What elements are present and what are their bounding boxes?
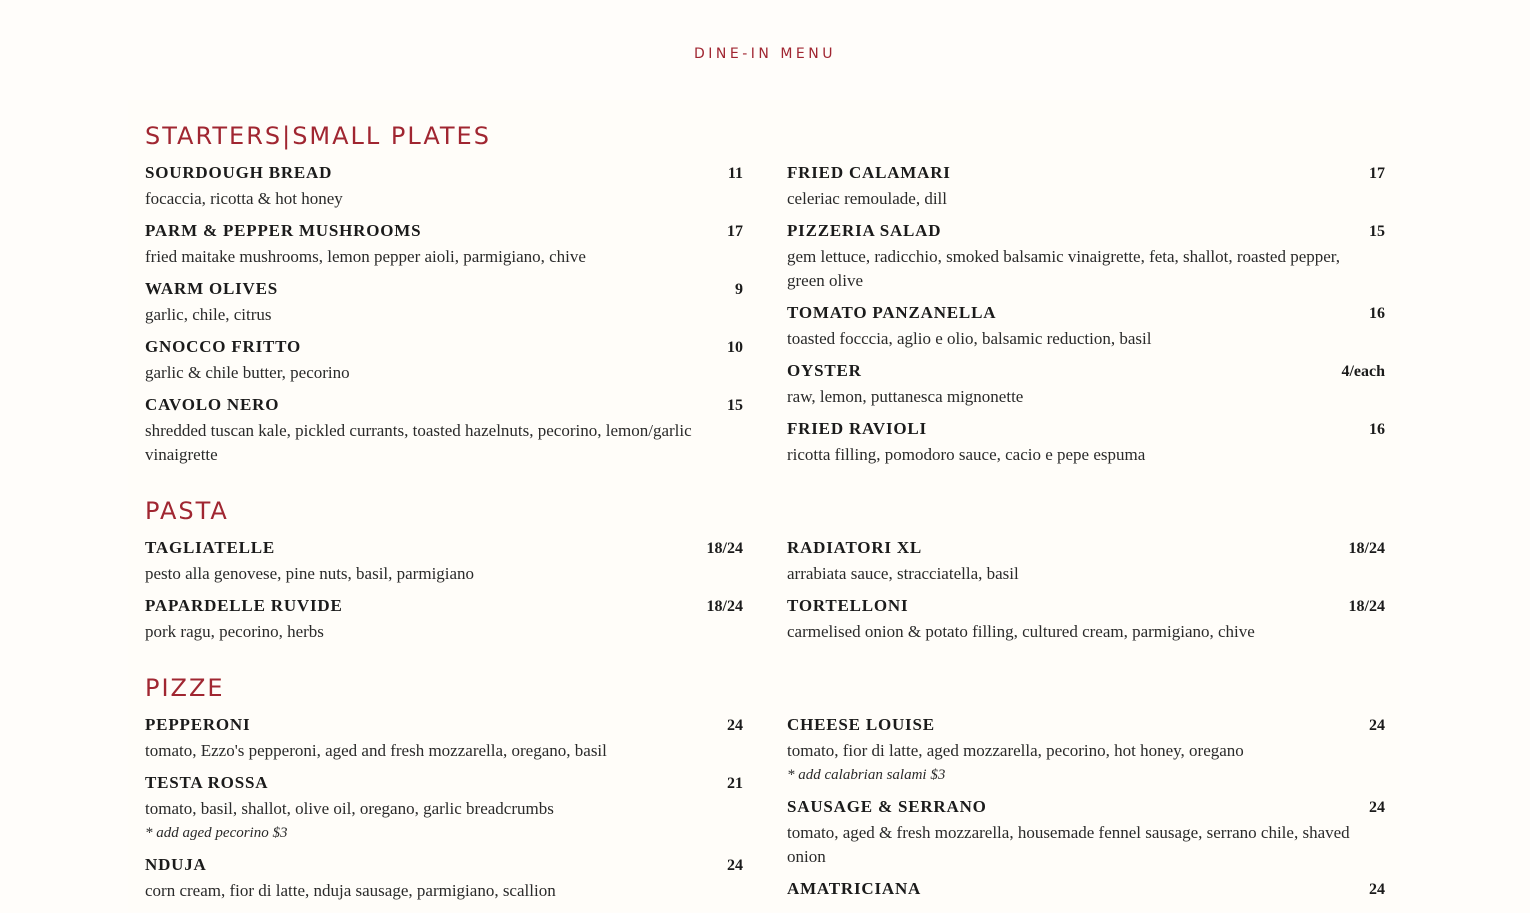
menu-item-header [145,337,743,361]
section-title: STARTERS|SMALL PLATES [145,122,491,150]
menu-item-header [787,419,1385,443]
menu-item-price: 18/24 [706,598,743,615]
menu-item-header [787,221,1385,245]
menu-item-name: FRIED RAVIOLI [787,419,927,438]
menu-item [787,715,1385,787]
menu-item-description: shredded tuscan kale, pickled currants, toasted hazelnuts, pecorino, lemon/garlic vinaigrette [145,421,692,464]
menu-item-note: * add calabrian salami $3 [787,767,946,783]
left-column [145,538,743,654]
menu-panel [128,100,1400,912]
menu-item [145,163,743,211]
menu-item-description: focaccia, ricotta & hot honey [145,189,343,208]
menu-item [145,538,743,586]
menu-item-description: toasted focccia, aglio e olio, balsamic reduction, basil [787,329,1152,348]
section-starters [145,122,1385,477]
menu-item [145,855,743,903]
menu-item-price: 21 [727,775,743,792]
section-columns [145,538,1385,654]
menu-item-header [145,715,743,739]
menu-item-header [787,163,1385,187]
right-column [787,538,1385,654]
menu-item-price: 17 [727,223,743,240]
menu-item-description: fried maitake mushrooms, lemon pepper aioli, parmigiano, chive [145,247,586,266]
menu-item-price: 15 [1369,223,1385,240]
menu-item-name: PEPPERONI [145,715,251,734]
menu-item-name: GNOCCO FRITTO [145,337,302,356]
menu-item-description: arrabiata sauce, stracciatella, basil [787,564,1019,583]
menu-item-note: * add aged pecorino $3 [145,825,288,841]
menu-item-description: pork ragu, pecorino, herbs [145,622,324,641]
menu-item-header [787,797,1385,821]
section-columns [145,163,1385,477]
menu-item [787,879,1385,903]
menu-item-description: ricotta filling, pomodoro sauce, cacio e pepe espuma [787,445,1146,464]
menu-item-price: 16 [1369,305,1385,322]
menu-item-header [787,715,1385,739]
section-pizze [145,674,1385,913]
menu-item-description: corn cream, fior di latte, nduja sausage, parmigiano, scallion [145,881,556,900]
menu-item-name: FRIED CALAMARI [787,163,951,182]
left-column [145,163,743,477]
menu-item-header [787,538,1385,562]
menu-item-price: 18/24 [1348,540,1385,557]
menu-item-description: celeriac remoulade, dill [787,189,947,208]
menu-item-name: OYSTER [787,361,862,380]
menu-item-header [787,361,1385,385]
menu-item-name: TAGLIATELLE [145,538,276,557]
menu-item [787,221,1385,293]
menu-item-header [787,879,1385,903]
menu-item [145,395,743,467]
menu-title: DINE-IN MENU [694,46,836,62]
menu-item-header [145,538,743,562]
menu-item-header [145,395,743,419]
menu-item-name: SOURDOUGH BREAD [145,163,333,182]
menu-item [145,773,743,845]
menu-item [145,715,743,763]
menu-item-header [145,855,743,879]
menu-item-description: garlic, chile, citrus [145,305,272,324]
menu-item-description: tomato, fior di latte, aged mozzarella, pecorino, hot honey, oregano [787,741,1244,760]
menu-item-header [787,303,1385,327]
menu-item-name: PIZZERIA SALAD [787,221,942,240]
menu-item-price: 18/24 [706,540,743,557]
menu-item-description: pesto alla genovese, pine nuts, basil, parmigiano [145,564,475,583]
menu-item-price: 24 [727,717,743,734]
menu-item-description: tomato, basil, shallot, olive oil, oregano, garlic breadcrumbs [145,799,554,818]
menu-item-name: WARM OLIVES [145,279,279,298]
menu-item-price: 9 [735,281,743,298]
menu-item [787,419,1385,467]
menu-item-price: 10 [727,339,743,356]
left-column [145,715,743,913]
menu-item-description: carmelised onion & potato filling, cultured cream, parmigiano, chive [787,622,1255,641]
menu-item-name: AMATRICIANA [787,879,922,898]
menu-item-description: garlic & chile butter, pecorino [145,363,350,382]
menu-item [787,797,1385,869]
menu-item-price: 15 [727,397,743,414]
menu-item [145,337,743,385]
section-title: PASTA [145,497,229,525]
menu-item-header [787,596,1385,620]
page-header [0,0,1530,100]
menu-item-description: raw, lemon, puttanesca mignonette [787,387,1024,406]
menu-item-price: 24 [1369,881,1385,898]
menu-item-header [145,279,743,303]
menu-item-name: TOMATO PANZANELLA [787,303,997,322]
menu-item-description: tomato, aged & fresh mozzarella, housemade fennel sausage, serrano chile, shaved onion [787,823,1350,866]
menu-item-name: PAPARDELLE RUVIDE [145,596,343,615]
menu-item-name: TORTELLONI [787,596,909,615]
menu-item [787,596,1385,644]
menu-item-name: NDUJA [145,855,207,874]
menu-item-price: 16 [1369,421,1385,438]
menu-item [145,596,743,644]
menu-item-name: PARM & PEPPER MUSHROOMS [145,221,422,240]
menu-item-price: 4/each [1341,363,1385,380]
menu-item-name: TESTA ROSSA [145,773,269,792]
menu-item-name: SAUSAGE & SERRANO [787,797,987,816]
menu-item-price: 24 [1369,717,1385,734]
menu-item [145,221,743,269]
menu-item-price: 24 [1369,799,1385,816]
menu-item-name: CHEESE LOUISE [787,715,935,734]
menu-item [787,303,1385,351]
menu-item-description: tomato, Ezzo's pepperoni, aged and fresh mozzarella, oregano, basil [145,741,607,760]
menu-item-price: 17 [1369,165,1385,182]
menu-item [787,538,1385,586]
menu-item [145,279,743,327]
right-column [787,163,1385,477]
menu-item [787,163,1385,211]
menu-item-header [145,163,743,187]
section-columns [145,715,1385,913]
menu-item [787,361,1385,409]
menu-item-header [145,596,743,620]
menu-item-price: 11 [727,165,743,182]
right-column [787,715,1385,913]
section-title: PIZZE [145,674,225,702]
menu-item-header [145,221,743,245]
menu-item-header [145,773,743,797]
menu-item-description: gem lettuce, radicchio, smoked balsamic vinaigrette, feta, shallot, roasted pepper, green olive [787,247,1341,290]
menu-item-name: CAVOLO NERO [145,395,280,414]
menu-item-price: 24 [727,857,743,874]
section-pasta [145,497,1385,654]
menu-item-price: 18/24 [1348,598,1385,615]
menu-item-name: RADIATORI XL [787,538,923,557]
